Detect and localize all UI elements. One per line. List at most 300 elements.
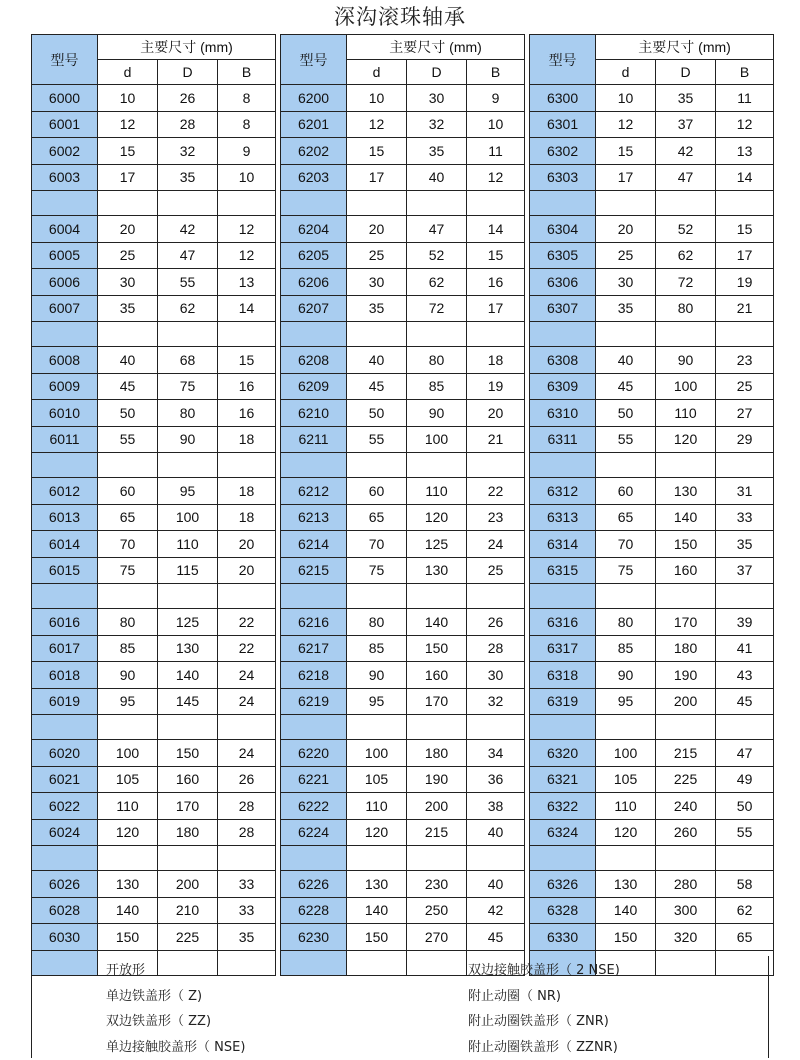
d-cell: 150 xyxy=(347,924,407,951)
D-cell: 210 xyxy=(158,897,218,924)
table-row xyxy=(281,164,525,191)
model-cell: 6013 xyxy=(32,504,98,531)
empty-cell xyxy=(32,191,98,216)
col-header-D: D xyxy=(158,60,218,85)
d-cell: 15 xyxy=(596,138,656,165)
D-cell: 80 xyxy=(656,295,716,322)
empty-cell xyxy=(347,584,407,609)
table-row xyxy=(281,897,525,924)
B-cell: 23 xyxy=(716,347,774,374)
table-row xyxy=(32,216,276,243)
table-row xyxy=(32,269,276,296)
empty-cell xyxy=(32,584,98,609)
model-cell: 6018 xyxy=(32,662,98,689)
table-row xyxy=(281,766,525,793)
model-cell: 6326 xyxy=(530,871,596,898)
B-cell: 32 xyxy=(467,688,525,715)
d-cell: 85 xyxy=(596,635,656,662)
d-cell: 120 xyxy=(98,819,158,846)
model-cell: 6017 xyxy=(32,635,98,662)
spacer-row xyxy=(32,322,276,347)
table-row xyxy=(530,295,774,322)
spacer-row xyxy=(530,453,774,478)
model-cell: 6010 xyxy=(32,400,98,427)
table-row xyxy=(32,531,276,558)
model-cell: 6205 xyxy=(281,242,347,269)
B-cell: 45 xyxy=(716,688,774,715)
empty-cell xyxy=(467,453,525,478)
col-header-d: d xyxy=(98,60,158,85)
model-cell: 6208 xyxy=(281,347,347,374)
spacer-row xyxy=(32,715,276,740)
model-cell: 6301 xyxy=(530,111,596,138)
table-row xyxy=(32,347,276,374)
D-cell: 160 xyxy=(656,557,716,584)
B-cell: 43 xyxy=(716,662,774,689)
empty-cell xyxy=(407,584,467,609)
d-cell: 100 xyxy=(347,740,407,767)
d-cell: 85 xyxy=(98,635,158,662)
d-cell: 10 xyxy=(596,85,656,112)
model-cell: 6304 xyxy=(530,216,596,243)
spacer-row xyxy=(530,584,774,609)
note-line: 开放形 xyxy=(106,958,245,984)
model-cell: 6015 xyxy=(32,557,98,584)
table-row xyxy=(530,242,774,269)
empty-cell xyxy=(530,846,596,871)
empty-cell xyxy=(467,322,525,347)
d-cell: 65 xyxy=(347,504,407,531)
table-row xyxy=(281,347,525,374)
spacer-row xyxy=(32,584,276,609)
table-row xyxy=(32,688,276,715)
D-cell: 100 xyxy=(656,373,716,400)
B-cell: 55 xyxy=(716,819,774,846)
model-cell: 6309 xyxy=(530,373,596,400)
d-cell: 35 xyxy=(596,295,656,322)
B-cell: 30 xyxy=(467,662,525,689)
D-cell: 130 xyxy=(656,478,716,505)
table-row xyxy=(281,819,525,846)
D-cell: 225 xyxy=(656,766,716,793)
B-cell: 31 xyxy=(716,478,774,505)
spacer-row xyxy=(281,584,525,609)
D-cell: 270 xyxy=(407,924,467,951)
empty-cell xyxy=(347,846,407,871)
D-cell: 140 xyxy=(158,662,218,689)
B-cell: 8 xyxy=(218,111,276,138)
model-cell: 6028 xyxy=(32,897,98,924)
B-cell: 34 xyxy=(467,740,525,767)
B-cell: 19 xyxy=(467,373,525,400)
d-cell: 35 xyxy=(347,295,407,322)
B-cell: 18 xyxy=(218,426,276,453)
d-cell: 45 xyxy=(596,373,656,400)
table-row xyxy=(32,373,276,400)
B-cell: 14 xyxy=(716,164,774,191)
D-cell: 180 xyxy=(158,819,218,846)
B-cell: 28 xyxy=(467,635,525,662)
col-header-d: d xyxy=(596,60,656,85)
d-cell: 75 xyxy=(98,557,158,584)
model-cell: 6218 xyxy=(281,662,347,689)
table-row xyxy=(530,426,774,453)
B-cell: 35 xyxy=(716,531,774,558)
B-cell: 24 xyxy=(218,740,276,767)
d-cell: 90 xyxy=(596,662,656,689)
d-cell: 100 xyxy=(596,740,656,767)
D-cell: 47 xyxy=(158,242,218,269)
B-cell: 15 xyxy=(716,216,774,243)
empty-cell xyxy=(158,715,218,740)
spacer-row xyxy=(32,191,276,216)
B-cell: 16 xyxy=(467,269,525,296)
table-row xyxy=(530,269,774,296)
B-cell: 18 xyxy=(467,347,525,374)
table-row xyxy=(281,426,525,453)
d-cell: 20 xyxy=(347,216,407,243)
model-cell: 6002 xyxy=(32,138,98,165)
table-row xyxy=(530,740,774,767)
table-row xyxy=(281,138,525,165)
table-row xyxy=(530,400,774,427)
notes-right-column xyxy=(468,958,620,1060)
empty-cell xyxy=(467,846,525,871)
model-cell: 6024 xyxy=(32,819,98,846)
model-cell: 6207 xyxy=(281,295,347,322)
note-line: 双边铁盖形（ ZZ) xyxy=(106,1009,245,1035)
D-cell: 26 xyxy=(158,85,218,112)
D-cell: 300 xyxy=(656,897,716,924)
d-cell: 130 xyxy=(98,871,158,898)
table-row xyxy=(281,793,525,820)
table-row xyxy=(530,138,774,165)
empty-cell xyxy=(716,453,774,478)
D-cell: 170 xyxy=(656,609,716,636)
B-cell: 24 xyxy=(218,662,276,689)
D-cell: 130 xyxy=(158,635,218,662)
B-cell: 11 xyxy=(467,138,525,165)
D-cell: 28 xyxy=(158,111,218,138)
B-cell: 12 xyxy=(716,111,774,138)
d-cell: 150 xyxy=(596,924,656,951)
model-cell: 6016 xyxy=(32,609,98,636)
empty-cell xyxy=(656,584,716,609)
B-cell: 29 xyxy=(716,426,774,453)
D-cell: 140 xyxy=(407,609,467,636)
table-row xyxy=(281,609,525,636)
model-cell: 6313 xyxy=(530,504,596,531)
model-cell: 6320 xyxy=(530,740,596,767)
B-cell: 33 xyxy=(716,504,774,531)
B-cell: 37 xyxy=(716,557,774,584)
B-cell: 9 xyxy=(467,85,525,112)
model-cell: 6330 xyxy=(530,924,596,951)
empty-cell xyxy=(281,322,347,347)
d-cell: 120 xyxy=(596,819,656,846)
d-cell: 15 xyxy=(347,138,407,165)
D-cell: 110 xyxy=(407,478,467,505)
empty-cell xyxy=(32,453,98,478)
B-cell: 9 xyxy=(218,138,276,165)
d-cell: 95 xyxy=(98,688,158,715)
B-cell: 18 xyxy=(218,478,276,505)
model-cell: 6311 xyxy=(530,426,596,453)
B-cell: 22 xyxy=(467,478,525,505)
B-cell: 26 xyxy=(467,609,525,636)
d-cell: 50 xyxy=(596,400,656,427)
model-cell: 6300 xyxy=(530,85,596,112)
empty-cell xyxy=(347,715,407,740)
empty-cell xyxy=(596,846,656,871)
d-cell: 130 xyxy=(347,871,407,898)
note-line: 附止动圈铁盖形（ ZZNR) xyxy=(468,1035,620,1060)
B-cell: 25 xyxy=(467,557,525,584)
model-cell: 6222 xyxy=(281,793,347,820)
D-cell: 62 xyxy=(656,242,716,269)
table-row xyxy=(281,871,525,898)
model-cell: 6020 xyxy=(32,740,98,767)
B-cell: 22 xyxy=(218,635,276,662)
spacer-row xyxy=(281,453,525,478)
D-cell: 215 xyxy=(656,740,716,767)
d-cell: 120 xyxy=(347,819,407,846)
table-row xyxy=(281,635,525,662)
D-cell: 110 xyxy=(656,400,716,427)
empty-cell xyxy=(596,322,656,347)
model-cell: 6011 xyxy=(32,426,98,453)
D-cell: 37 xyxy=(656,111,716,138)
bearing-table xyxy=(31,34,276,976)
table-row xyxy=(530,347,774,374)
d-cell: 30 xyxy=(98,269,158,296)
empty-cell xyxy=(407,322,467,347)
col-header-d: d xyxy=(347,60,407,85)
D-cell: 100 xyxy=(158,504,218,531)
model-cell: 6324 xyxy=(530,819,596,846)
D-cell: 80 xyxy=(158,400,218,427)
d-cell: 25 xyxy=(347,242,407,269)
table-row xyxy=(32,242,276,269)
col-header-D: D xyxy=(407,60,467,85)
table-row xyxy=(530,924,774,951)
dims-header: 主要尺寸 (mm) xyxy=(596,35,774,60)
page-title: 深沟滚珠轴承 xyxy=(0,0,800,34)
empty-cell xyxy=(32,715,98,740)
d-cell: 70 xyxy=(596,531,656,558)
B-cell: 24 xyxy=(467,531,525,558)
empty-cell xyxy=(716,715,774,740)
D-cell: 72 xyxy=(407,295,467,322)
spacer-row xyxy=(32,453,276,478)
model-cell: 6007 xyxy=(32,295,98,322)
d-cell: 60 xyxy=(347,478,407,505)
B-cell: 12 xyxy=(218,242,276,269)
D-cell: 125 xyxy=(407,531,467,558)
D-cell: 230 xyxy=(407,871,467,898)
table-row xyxy=(281,216,525,243)
D-cell: 120 xyxy=(656,426,716,453)
d-cell: 105 xyxy=(596,766,656,793)
table-row xyxy=(530,688,774,715)
empty-cell xyxy=(98,453,158,478)
empty-cell xyxy=(656,453,716,478)
D-cell: 180 xyxy=(656,635,716,662)
empty-cell xyxy=(596,453,656,478)
table-row xyxy=(32,164,276,191)
bearing-table xyxy=(280,34,525,976)
D-cell: 42 xyxy=(158,216,218,243)
table-row xyxy=(530,766,774,793)
d-cell: 60 xyxy=(596,478,656,505)
spacer-row xyxy=(281,322,525,347)
D-cell: 190 xyxy=(656,662,716,689)
D-cell: 47 xyxy=(656,164,716,191)
B-cell: 41 xyxy=(716,635,774,662)
d-cell: 90 xyxy=(347,662,407,689)
d-cell: 90 xyxy=(98,662,158,689)
d-cell: 100 xyxy=(98,740,158,767)
table-row xyxy=(530,478,774,505)
D-cell: 110 xyxy=(158,531,218,558)
model-cell: 6302 xyxy=(530,138,596,165)
D-cell: 75 xyxy=(158,373,218,400)
B-cell: 11 xyxy=(716,85,774,112)
model-cell: 6204 xyxy=(281,216,347,243)
col-header-D: D xyxy=(656,60,716,85)
B-cell: 58 xyxy=(716,871,774,898)
d-cell: 110 xyxy=(596,793,656,820)
empty-cell xyxy=(218,453,276,478)
D-cell: 35 xyxy=(158,164,218,191)
model-cell: 6012 xyxy=(32,478,98,505)
B-cell: 49 xyxy=(716,766,774,793)
B-cell: 10 xyxy=(218,164,276,191)
B-cell: 40 xyxy=(467,871,525,898)
empty-cell xyxy=(98,191,158,216)
spacer-row xyxy=(530,715,774,740)
B-cell: 26 xyxy=(218,766,276,793)
model-cell: 6210 xyxy=(281,400,347,427)
model-cell: 6203 xyxy=(281,164,347,191)
model-cell: 6316 xyxy=(530,609,596,636)
note-line: 单边接触胶盖形（ NSE) xyxy=(106,1035,245,1060)
D-cell: 260 xyxy=(656,819,716,846)
d-cell: 17 xyxy=(347,164,407,191)
table-row xyxy=(281,557,525,584)
empty-cell xyxy=(281,453,347,478)
model-cell: 6004 xyxy=(32,216,98,243)
model-cell: 6315 xyxy=(530,557,596,584)
empty-cell xyxy=(407,715,467,740)
D-cell: 200 xyxy=(407,793,467,820)
d-cell: 55 xyxy=(596,426,656,453)
model-cell: 6314 xyxy=(530,531,596,558)
D-cell: 90 xyxy=(407,400,467,427)
empty-cell xyxy=(98,322,158,347)
model-cell: 6200 xyxy=(281,85,347,112)
B-cell: 21 xyxy=(467,426,525,453)
d-cell: 150 xyxy=(98,924,158,951)
B-cell: 15 xyxy=(218,347,276,374)
B-cell: 22 xyxy=(218,609,276,636)
B-cell: 8 xyxy=(218,85,276,112)
d-cell: 80 xyxy=(98,609,158,636)
model-header: 型号 xyxy=(32,35,98,85)
d-cell: 75 xyxy=(347,557,407,584)
empty-cell xyxy=(281,191,347,216)
d-cell: 105 xyxy=(98,766,158,793)
d-cell: 110 xyxy=(98,793,158,820)
B-cell: 28 xyxy=(218,819,276,846)
spacer-row xyxy=(32,846,276,871)
dims-header: 主要尺寸 (mm) xyxy=(347,35,525,60)
model-cell: 6209 xyxy=(281,373,347,400)
D-cell: 62 xyxy=(158,295,218,322)
B-cell: 16 xyxy=(218,400,276,427)
table-row xyxy=(281,85,525,112)
model-cell: 6201 xyxy=(281,111,347,138)
empty-cell xyxy=(530,584,596,609)
d-cell: 55 xyxy=(98,426,158,453)
B-cell: 17 xyxy=(467,295,525,322)
B-cell: 33 xyxy=(218,897,276,924)
model-cell: 6318 xyxy=(530,662,596,689)
d-cell: 140 xyxy=(98,897,158,924)
D-cell: 68 xyxy=(158,347,218,374)
D-cell: 225 xyxy=(158,924,218,951)
bearing-table xyxy=(529,34,774,976)
d-cell: 140 xyxy=(596,897,656,924)
table-row xyxy=(281,111,525,138)
B-cell: 13 xyxy=(218,269,276,296)
table-row xyxy=(32,819,276,846)
table-row xyxy=(32,766,276,793)
table-row xyxy=(32,504,276,531)
empty-cell xyxy=(32,322,98,347)
empty-cell xyxy=(98,846,158,871)
d-cell: 65 xyxy=(98,504,158,531)
model-cell: 6305 xyxy=(530,242,596,269)
table-row xyxy=(530,897,774,924)
D-cell: 40 xyxy=(407,164,467,191)
B-cell: 62 xyxy=(716,897,774,924)
B-cell: 65 xyxy=(716,924,774,951)
notes-left-column xyxy=(106,958,245,1060)
D-cell: 42 xyxy=(656,138,716,165)
table-row xyxy=(281,924,525,951)
empty-cell xyxy=(98,715,158,740)
d-cell: 50 xyxy=(347,400,407,427)
table-row xyxy=(32,635,276,662)
empty-cell xyxy=(716,846,774,871)
D-cell: 250 xyxy=(407,897,467,924)
table-row xyxy=(530,793,774,820)
empty-cell xyxy=(281,846,347,871)
d-cell: 12 xyxy=(347,111,407,138)
empty-cell xyxy=(530,453,596,478)
table-row xyxy=(32,85,276,112)
empty-cell xyxy=(467,191,525,216)
note-line: 双边接触胶盖形（ 2 NSE) xyxy=(468,958,620,984)
empty-cell xyxy=(347,453,407,478)
empty-cell xyxy=(281,715,347,740)
B-cell: 42 xyxy=(467,897,525,924)
D-cell: 80 xyxy=(407,347,467,374)
empty-cell xyxy=(158,584,218,609)
D-cell: 35 xyxy=(407,138,467,165)
empty-cell xyxy=(596,191,656,216)
